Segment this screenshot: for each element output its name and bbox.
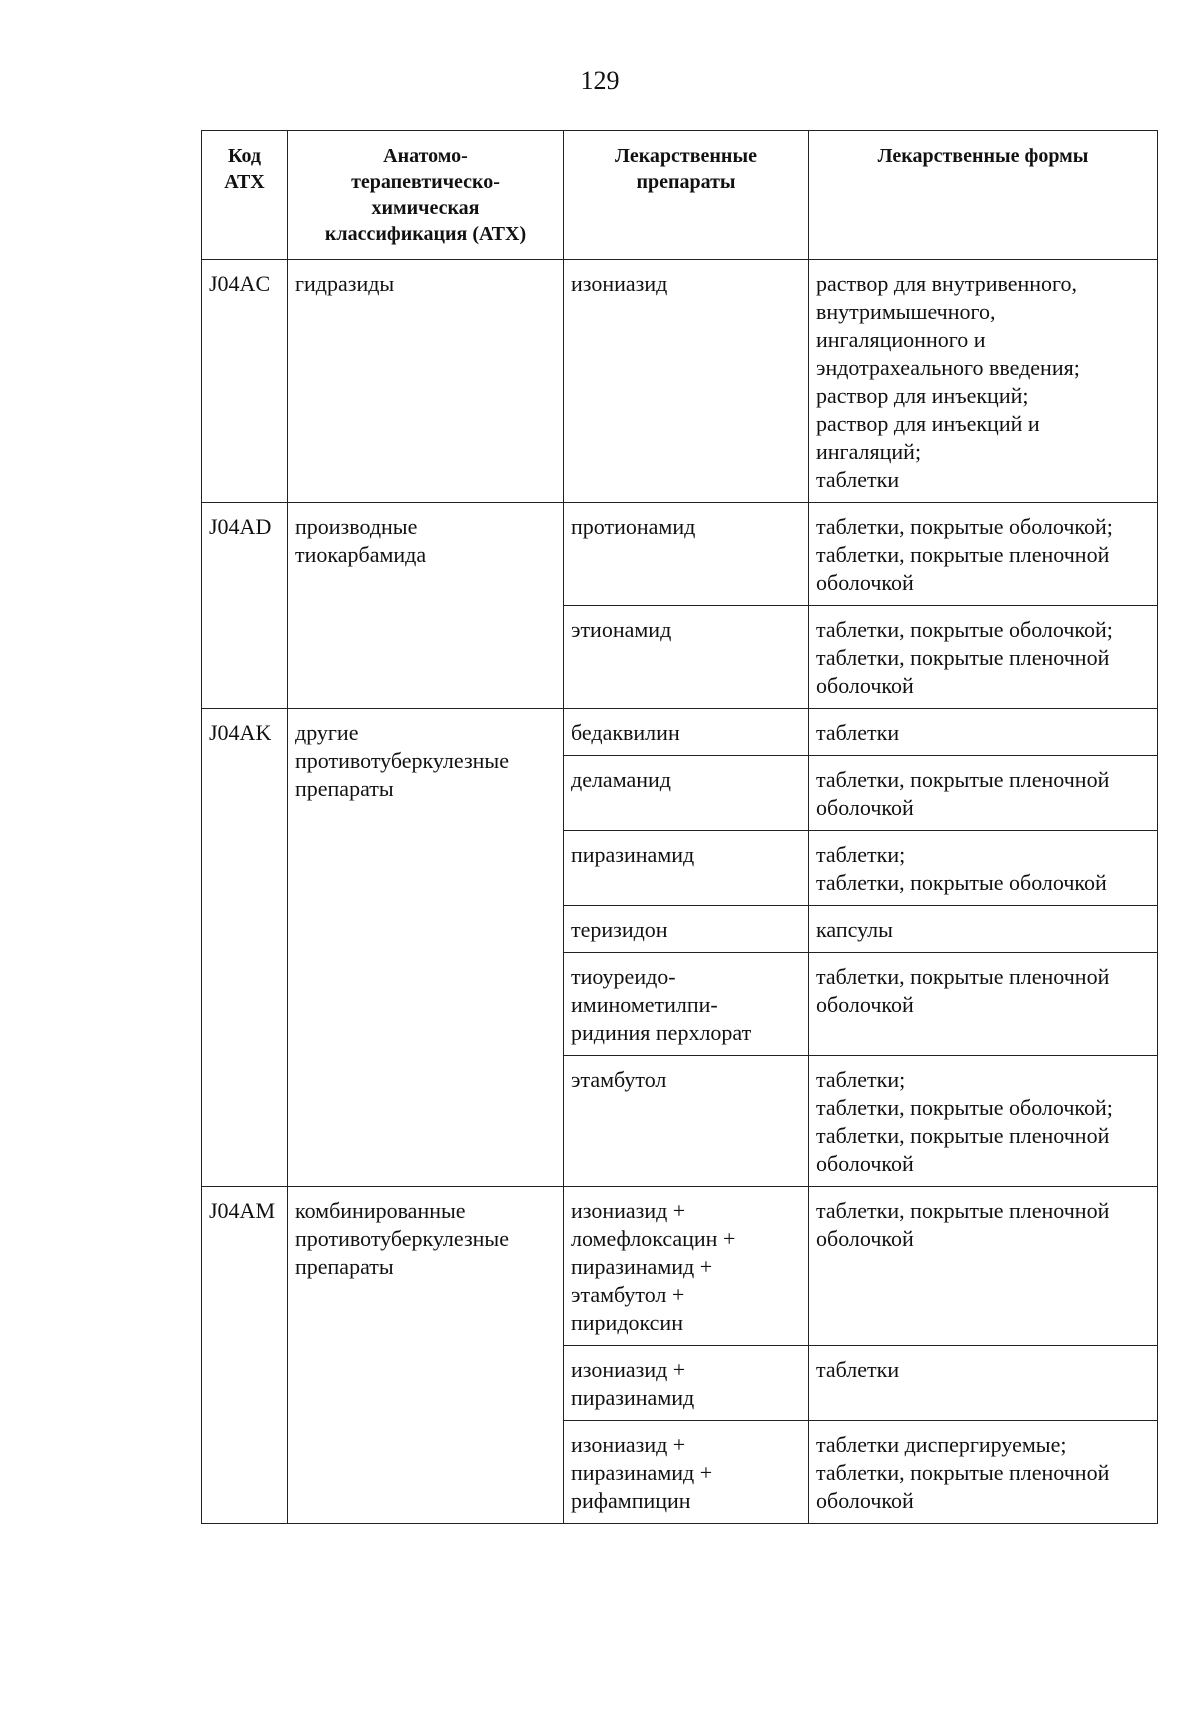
atx-code-cell: J04AK: [202, 709, 288, 1187]
table-row: [202, 1187, 1158, 1346]
atx-code-cell: J04AC: [202, 260, 288, 503]
page-number: 129: [580, 66, 620, 95]
dosage-forms-cell: таблетки: [809, 709, 1158, 756]
header-drugs: Лекарственные препараты: [564, 131, 809, 260]
dosage-forms-cell: таблетки: [809, 1346, 1158, 1421]
atx-group-name-cell: производные тиокарбамида: [288, 503, 564, 709]
header-classification: Анатомо- терапевтическо- химическая классификация (АТХ): [288, 131, 564, 260]
dosage-forms-cell: таблетки, покрытые пленочной оболочкой: [809, 756, 1158, 831]
atx-drug-table: [201, 130, 1158, 1524]
atx-group-name-cell: комбинированные противотуберкулезные препараты: [288, 1187, 564, 1524]
dosage-forms-cell: таблетки, покрытые оболочкой; таблетки, покрытые пленочной оболочкой: [809, 503, 1158, 606]
atx-group-name-cell: гидразиды: [288, 260, 564, 503]
atx-code-cell: J04AD: [202, 503, 288, 709]
header-code: Код АТХ: [202, 131, 288, 260]
drug-name-cell: протионамид: [564, 503, 809, 606]
atx-group-name-cell: другие противотуберкулезные препараты: [288, 709, 564, 1187]
dosage-forms-cell: таблетки; таблетки, покрытые оболочкой: [809, 831, 1158, 906]
dosage-forms-cell: капсулы: [809, 906, 1158, 953]
drug-name-cell: этамбутол: [564, 1056, 809, 1187]
drug-name-cell: изониазид + ломефлоксацин + пиразинамид + этамбутол + пиридоксин: [564, 1187, 809, 1346]
drug-name-cell: деламанид: [564, 756, 809, 831]
dosage-forms-cell: таблетки; таблетки, покрытые оболочкой; таблетки, покрытые пленочной оболочкой: [809, 1056, 1158, 1187]
drug-name-cell: тиоуреидо- иминометилпи- ридиния перхлорат: [564, 953, 809, 1056]
dosage-forms-cell: таблетки, покрытые оболочкой; таблетки, покрытые пленочной оболочкой: [809, 606, 1158, 709]
atx-code-cell: J04AM: [202, 1187, 288, 1524]
dosage-forms-cell: таблетки, покрытые пленочной оболочкой: [809, 953, 1158, 1056]
header-forms: Лекарственные формы: [809, 131, 1158, 260]
dosage-forms-cell: таблетки, покрытые пленочной оболочкой: [809, 1187, 1158, 1346]
table-row: [202, 260, 1158, 503]
drug-name-cell: этионамид: [564, 606, 809, 709]
dosage-forms-cell: таблетки диспергируемые; таблетки, покрытые пленочной оболочкой: [809, 1421, 1158, 1524]
drug-name-cell: изониазид: [564, 260, 809, 503]
dosage-forms-cell: раствор для внутривенного, внутримышечного, ингаляционного и эндотрахеального введения; раствор для инъекций; раствор для инъекций и ингаляций; таблетки: [809, 260, 1158, 503]
drug-name-cell: бедаквилин: [564, 709, 809, 756]
drug-name-cell: изониазид + пиразинамид: [564, 1346, 809, 1421]
drug-name-cell: изониазид + пиразинамид + рифампицин: [564, 1421, 809, 1524]
drug-name-cell: пиразинамид: [564, 831, 809, 906]
table-header-row: [202, 131, 1158, 260]
table-row: [202, 503, 1158, 606]
drug-name-cell: теризидон: [564, 906, 809, 953]
table-row: [202, 709, 1158, 756]
